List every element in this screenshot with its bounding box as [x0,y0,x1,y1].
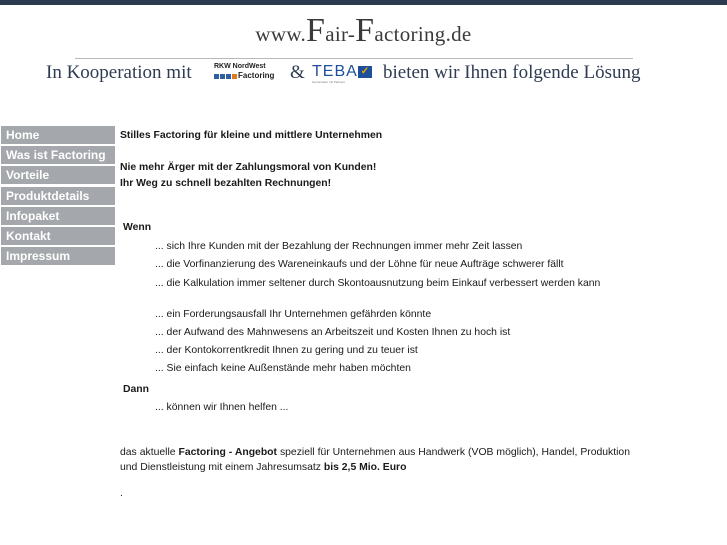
coop-suffix-text: bieten wir Ihnen folgende Lösung [383,62,641,83]
rkw-logo-line2: Factoring [238,71,275,80]
offer-revenue-limit: bis 2,5 Mio. Euro [323,462,407,473]
trailing-dot: . [120,488,123,499]
coop-prefix-text: In Kooperation mit [46,62,192,83]
nav-item-vorteile[interactable]: Vorteile [1,166,115,184]
wenn-item: ... Sie einfach keine Außenstände mehr haben möchten [155,363,411,374]
site-title-suffix: actoring.de [374,22,472,46]
logo-square-icon [232,74,237,79]
site-title-prefix: www. [255,22,307,46]
wenn-item: ... die Kalkulation immer seltener durch Skontoausnutzung beim Einkauf verbessert werden kann [155,278,601,289]
logo-square-icon [214,74,219,79]
nav-item-impressum[interactable]: Impressum [1,247,115,265]
dann-label: Dann [123,384,149,395]
site-title-initial-factoring: F [355,12,375,49]
teba-logo-tagline: Gemeinsam mit Partnern [312,80,346,84]
site-title-initial-f: F [306,12,326,49]
teba-logo [312,64,374,84]
wenn-label: Wenn [123,222,152,233]
offer-text: speziell für Unternehmen aus Handwerk (VOB möglich), Handel, Produktion und Dienstleistung mit einem Jahresumsatz [120,447,630,473]
dann-item: ... können wir Ihnen helfen ... [155,402,289,413]
teba-mark-icon: ✓ [358,66,372,78]
wenn-item: ... ein Forderungsausfall Ihr Unternehmen gefährden könnte [155,309,432,320]
top-bar [0,0,727,5]
nav-item-kontakt[interactable]: Kontakt [1,227,115,245]
nav-item-infopaket[interactable]: Infopaket [1,207,115,225]
logo-square-icon [220,74,225,79]
content-headline: Stilles Factoring für kleine und mittlere Unternehmen [120,130,383,141]
wenn-item: ... die Vorfinanzierung des Wareneinkaufs und der Löhne für neue Aufträge schwerer fällt [155,259,564,270]
rkw-nordwest-logo [214,63,286,83]
rkw-logo-line1: RKW NordWest [214,63,266,70]
tagline-1: Nie mehr Ärger mit der Zahlungsmoral von Kunden! [120,162,377,173]
teba-logo-text: TEBA [312,63,358,80]
offer-text: das aktuelle [120,447,179,458]
tagline-2: Ihr Weg zu schnell bezahlten Rechnungen! [120,178,332,189]
nav-item-produktdetails[interactable]: Produktdetails [1,187,115,205]
header-divider [75,58,633,59]
wenn-item: ... der Kontokorrentkredit Ihnen zu gering und zu teuer ist [155,345,418,356]
wenn-item: ... sich Ihre Kunden mit der Bezahlung der Rechnungen immer mehr Zeit lassen [155,241,523,252]
sidebar-nav [1,126,115,267]
wenn-item: ... der Aufwand des Mahnwesens an Arbeitszeit und Kosten Ihnen zu hoch ist [155,327,511,338]
site-title-air: air- [325,22,356,46]
nav-item-home[interactable]: Home [1,126,115,144]
site-title [0,12,727,50]
offer-paragraph [120,445,630,475]
logo-square-icon [226,74,231,79]
offer-highlight: Factoring - Angebot [178,447,277,458]
coop-ampersand: & [290,62,305,83]
nav-item-was-ist-factoring[interactable]: Was ist Factoring [1,146,115,164]
